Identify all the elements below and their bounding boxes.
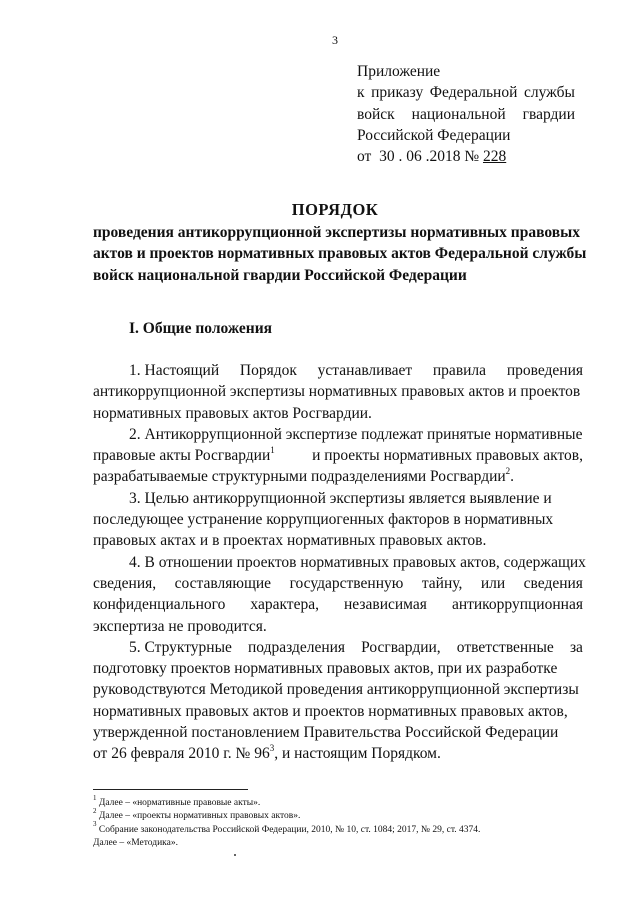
footnote: $^3$ Собрание законодательства Российской Федерации, 2010, № 10, ст. 1084; 2017, № 29, ст. 4374. (93, 820, 481, 835)
section-heading: I. Общие положения (129, 320, 273, 337)
body-line: экспертиза не проводится. (93, 617, 267, 635)
document-title: ПОРЯДОК (291, 200, 379, 219)
appendix-label: Приложение (357, 63, 441, 80)
footnote: Далее – «Методика». (93, 837, 178, 848)
footnote: $^1$ Далее – «нормативные правовые акты». (93, 793, 261, 808)
body-line: правовые акты Росгвардии$^1$ и проекты нормативных правовых актов, (93, 445, 583, 465)
body-line: нормативных правовых актов и проектов нормативных правовых актов, (93, 702, 568, 720)
body-line: разрабатываемые структурными подразделениями Росгвардии$^2$. (93, 466, 515, 486)
order-number: 228 (482, 148, 507, 166)
body-line: сведения, составляющие государственную тайну, или сведения (93, 574, 583, 592)
footnote-ref: 1 (270, 445, 275, 456)
body-line: последующее устранение коррупциогенных факторов в нормативных (93, 511, 554, 529)
appendix-block (357, 61, 575, 167)
body-text (93, 360, 586, 765)
paragraph-2-line: 2. Антикоррупционной экспертизе подлежат принятые нормативные (129, 425, 583, 443)
body-line: подготовку проектов нормативных правовых актов, при их разработке (93, 660, 558, 678)
paragraph-1-line: 1. Настоящий Порядок устанавливает правила проведения (129, 362, 583, 379)
paragraph-3-line: 3. Целью антикоррупционной экспертизы является выявление и (129, 489, 552, 507)
paragraph-4-line: 4. В отношении проектов нормативных правовых актов, содержащих (129, 553, 586, 571)
footnote-ref: 3 (269, 743, 275, 754)
body-line: от 26 февраля 2010 г. № $96^3$, и настоящим Порядком. (93, 743, 441, 763)
appendix-country-line: Российской Федерации (357, 126, 511, 144)
footnotes (93, 793, 481, 850)
page-number: 3 (332, 33, 338, 47)
appendix-troops-line: войск национальной гвардии (357, 105, 575, 123)
footnote-separator (93, 789, 248, 790)
scan-speck (234, 854, 236, 856)
body-line: руководствуются Методикой проведения антикоррупционной экспертизы (93, 681, 579, 699)
appendix-date-line: от 30 . 06 .2018 № 228 (357, 148, 507, 166)
appendix-order-line: к приказу Федеральной службы (357, 84, 575, 102)
body-line: нормативных правовых актов Росгвардии. (93, 404, 372, 422)
body-line: антикоррупционной экспертизы нормативных правовых актов и проектов (93, 383, 581, 401)
paragraph-5-line: 5. Структурные подразделения Росгвардии, ответственные за (129, 638, 583, 656)
body-line: утвержденной постановлением Правительства Российской Федерации (93, 724, 559, 742)
footnote: $^2$ Далее – «проекты нормативных правовых актов». (93, 807, 301, 822)
document-subtitle: проведения антикоррупционной экспертизы нормативных правовых актов и проектов нормативных правовых актов Федеральной службы войск национальной гвардии Российской Федерации (93, 224, 587, 284)
footnote-ref: 2 (505, 466, 511, 477)
body-line: конфиденциального характера, независимая антикоррупционная (93, 596, 583, 614)
body-line: правовых актах и в проектах нормативных правовых актов. (93, 532, 487, 550)
